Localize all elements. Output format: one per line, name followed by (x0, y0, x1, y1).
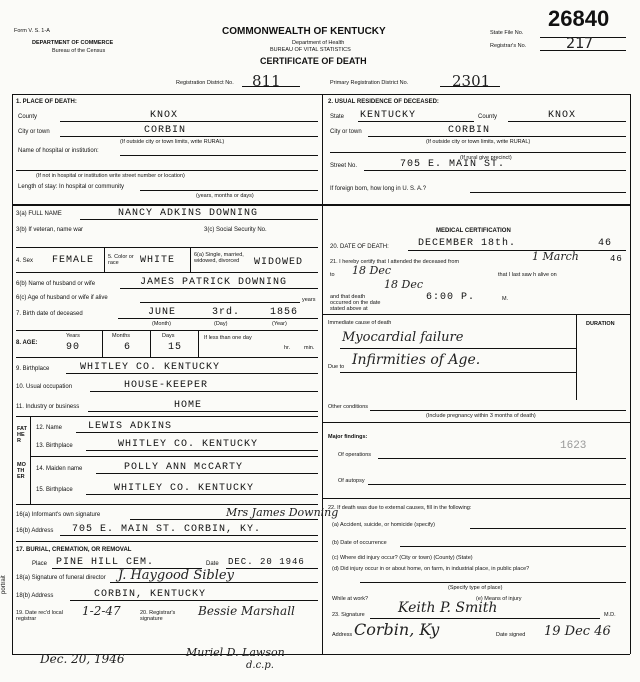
death-year: 46 (598, 238, 613, 249)
spouse-age-unit: years (302, 297, 316, 303)
certify-label: 21. I hereby certify that I attended the deceased from (330, 259, 460, 265)
department-health: Department of Health (292, 40, 345, 46)
certificate-title: CERTIFICATE OF DEATH (260, 56, 367, 66)
min-label: min. (304, 345, 315, 351)
death-date-label: 20. DATE OF DEATH: (330, 244, 389, 250)
registrar-number: 217 (566, 34, 594, 52)
res-street-label: Street No. (330, 163, 358, 169)
external-label: 22. If death was due to external causes, fill in the following: (328, 505, 472, 511)
death-time: 6:00 P. (426, 292, 476, 303)
father-name-label: 12. Name (36, 425, 63, 431)
where-label: (c) Where did injury occur? (City or town) (County) (State) (332, 555, 473, 561)
filed-label: 19. Date rec'd local registrar (16, 610, 63, 622)
birth-year: 1856 (270, 307, 299, 318)
informant-label: 16(a) Informant's own signature (16, 512, 101, 518)
father-name: LEWIS ADKINS (88, 421, 173, 432)
spouse-age-label: 6(c) Age of husband or wife if alive (16, 295, 108, 301)
res-state: KENTUCKY (360, 110, 417, 121)
mother-name-label: 14. Maiden name (36, 466, 83, 472)
to-label: to (330, 272, 335, 278)
signer: Muriel D. Lawson (186, 646, 285, 659)
marital: WIDOWED (254, 257, 304, 268)
bureau-vital: BUREAU OF VITAL STATISTICS (270, 47, 351, 53)
autopsy-label: Of autopsy (338, 478, 365, 484)
address-label: 16(b) Address (16, 528, 54, 534)
age-years: 90 (66, 342, 81, 353)
death-county: KNOX (150, 110, 179, 121)
burial-place: PINE HILL CEM. (56, 557, 155, 568)
res-city-label: City or town (330, 129, 362, 135)
burial-label: 17. BURIAL, CREMATION, OR REMOVAL (16, 547, 132, 553)
burial-date: DEC. 20 1946 (228, 557, 305, 567)
certificate-number: 26840 (548, 6, 610, 31)
primary-value: 2301 (452, 72, 491, 90)
registrar-sig-label: 20. Registrar's signature (140, 610, 176, 622)
city-note: (If outside city or town limits, write RURAL) (120, 139, 225, 145)
occurrence-label: (b) Date of occurrence (332, 540, 387, 546)
attended-from: 1 March (532, 250, 579, 263)
means-label: (e) Means of injury (476, 596, 522, 602)
duration-label: DURATION (586, 321, 615, 327)
full-name: NANCY ADKINS DOWNING (118, 208, 259, 219)
years-label: Years (66, 333, 80, 339)
birth-day: 3rd. (212, 307, 241, 318)
burial-date-label: Date (206, 561, 219, 567)
form-number: Form V. S. 1-A (14, 28, 50, 34)
registrar-signature: Bessie Marshall (198, 604, 295, 618)
signer-note: d.c.p. (246, 660, 274, 671)
signature-label: 23. Signature (332, 612, 365, 618)
attended-to: 18 Dec (352, 264, 391, 277)
reg-district-value: 811 (252, 72, 281, 90)
medical-heading: MEDICAL CERTIFICATION (436, 228, 511, 234)
hospital-note: (If not in hospital or institution write street number or location) (36, 173, 185, 179)
date-signed-label: Date signed (496, 632, 526, 638)
mother-side-label: MOTHER (17, 462, 26, 480)
due-label: Due to (328, 364, 345, 370)
age-days: 15 (168, 342, 183, 353)
name-label: 3(a) FULL NAME (16, 211, 62, 217)
res-foreign-label: If foreign born, how long in U. S. A.? (330, 186, 427, 192)
specify-note: (Specify type of place) (448, 585, 503, 591)
immediate-label: Immediate cause of death (328, 320, 392, 326)
funeral-address: CORBIN, KENTUCKY (94, 589, 207, 600)
doctor-addr-label: Address (332, 632, 353, 638)
res-state-label: State (330, 114, 345, 120)
primary-label: Primary Registration District No. (330, 80, 409, 86)
birth-day-note: (Day) (214, 321, 228, 327)
md-label: M.D. (604, 612, 616, 618)
sex-label: 4. Sex (16, 258, 34, 264)
birth-year-note: (Year) (272, 321, 287, 327)
birth-month-note: (Month) (152, 321, 171, 327)
m-label: M. (502, 296, 509, 302)
stay-note: (years, months or days) (196, 193, 254, 199)
birthplace: WHITLEY CO. KENTUCKY (80, 362, 221, 373)
place-of-death-label: 1. PLACE OF DEATH: (16, 99, 77, 105)
birth-month: JUNE (148, 307, 177, 318)
informant-signature: Mrs James Downing (226, 506, 339, 519)
immediate-cause: Myocardial failure (342, 330, 464, 345)
father-birthplace: WHITLEY CO. KENTUCKY (118, 439, 259, 450)
funeral-addr-label: 18(b) Address (16, 593, 54, 599)
months-label: Months (112, 333, 131, 339)
home-label: (d) Did injury occur in or about home, on farm, in industrial place, in public place? (332, 566, 530, 572)
filed-date: 1-2-47 (82, 604, 121, 618)
saw-alive-label: that I last saw h alive on (498, 272, 557, 278)
hospital-label: Name of hospital or institution: (18, 148, 99, 154)
age-months: 6 (124, 342, 132, 353)
margin-note: portrait (1, 575, 7, 594)
industry-label: 11. Industry or business (16, 404, 80, 410)
age-label: 8. AGE: (16, 340, 38, 346)
funeral-label: 18(a) Signature of funeral director (16, 575, 106, 581)
spouse-label: 6(b) Name of husband or wife (16, 281, 96, 287)
occupation-label: 10. Usual occupation (16, 384, 73, 390)
residence-label: 2. USUAL RESIDENCE OF DECEASED: (328, 99, 439, 105)
birthplace-label: 9. Birthplace (16, 366, 50, 372)
year-1: 46 (610, 254, 623, 264)
mother-birthplace: WHITLEY CO. KENTUCKY (114, 483, 255, 494)
father-side-label: FATHER (17, 426, 27, 444)
birth-label: 7. Birth date of deceased (16, 311, 83, 317)
lessday-label: If less than one day (204, 335, 252, 341)
ss-label: 3(c) Social Security No. (204, 227, 267, 233)
major-label: Major findings: (328, 434, 368, 440)
res-rural-note: (If rural give precinct) (460, 155, 512, 161)
due-to: Infirmities of Age. (352, 352, 481, 368)
department: DEPARTMENT OF COMMERCE (32, 40, 114, 46)
informant-address: 705 E. MAIN ST. CORBIN, KY. (72, 524, 262, 535)
operations-label: Of operations (338, 452, 372, 458)
death-city: CORBIN (144, 125, 187, 136)
pregnancy-note: (Include pregnancy within 3 months of death) (426, 413, 536, 419)
doctor-signature: Keith P. Smith (398, 600, 498, 616)
county-label: County (18, 114, 38, 120)
occupation: HOUSE-KEEPER (124, 380, 209, 391)
veteran-label: 3(b) If veteran, name war (16, 227, 84, 233)
registrar-label: Registrar's No. (490, 43, 527, 49)
last-saw: 18 Dec (384, 278, 423, 291)
sex: FEMALE (52, 255, 95, 266)
state-file-label: State File No. (490, 30, 524, 36)
date-signed: 19 Dec 46 (544, 624, 611, 639)
reg-district-label: Registration District No. (176, 80, 234, 86)
res-city-note: (If outside city or town limits, write RURAL) (426, 139, 531, 145)
mother-name: POLLY ANN McCARTY (124, 462, 244, 473)
industry: HOME (174, 400, 203, 411)
res-street: 705 E. MAIN ST. (400, 159, 506, 170)
other-label: Other conditions (328, 404, 369, 410)
hr-label: hr. (284, 345, 291, 351)
place-label: Place (32, 561, 48, 567)
mother-bp-label: 15. Birthplace (36, 487, 73, 493)
stay-label: Length of stay: In hospital or community (18, 184, 125, 190)
days-label: Days (162, 333, 175, 339)
death-date: DECEMBER 18th. (418, 238, 517, 249)
color-label: 5. Color or race (108, 254, 134, 266)
date-written: Dec. 20, 1946 (40, 652, 125, 666)
father-bp-label: 13. Birthplace (36, 443, 73, 449)
color: WHITE (140, 255, 176, 266)
doctor-address: Corbin, Ky (354, 620, 440, 639)
marital-label: 6(a) Single, married, widowed, divorced (194, 252, 244, 264)
res-city: CORBIN (448, 125, 491, 136)
res-county-label: County (478, 114, 498, 120)
spouse: JAMES PATRICK DOWNING (140, 277, 288, 288)
death-occurred-label: and that death occurred on the date stated above at (330, 294, 381, 312)
city-label: City or town (18, 129, 50, 135)
certificate-commonwealth: COMMONWEALTH OF KENTUCKY (222, 26, 386, 37)
funeral-signature: J. Haygood Sibley (118, 568, 234, 583)
bureau-census: Bureau of the Census (52, 48, 106, 54)
res-county: KNOX (548, 110, 577, 121)
stamp-number: 1623 (560, 440, 587, 452)
accident-label: (a) Accident, suicide, or homicide (specify) (332, 522, 436, 528)
work-label: While at work? (332, 596, 369, 602)
